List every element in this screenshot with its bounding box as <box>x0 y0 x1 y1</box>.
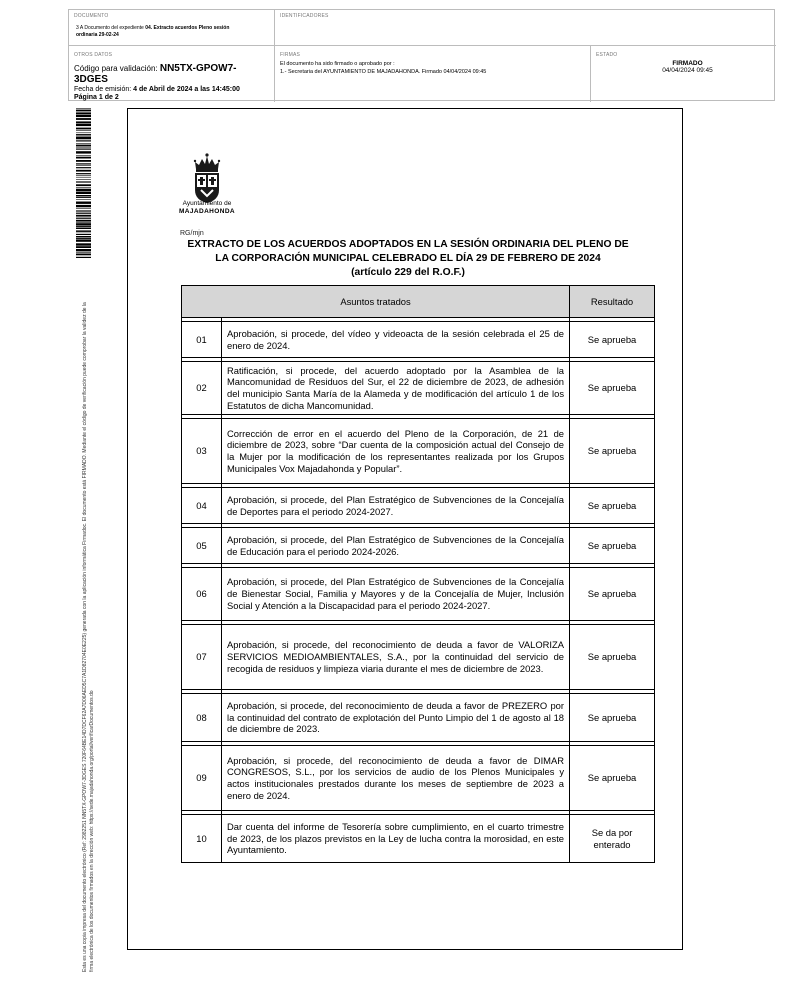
row-number: 05 <box>182 528 222 564</box>
row-number: 06 <box>182 568 222 621</box>
emission-prefix: Fecha de emisión: <box>74 86 132 93</box>
row-result: Se aprueba <box>570 568 655 621</box>
title-line-3: (artículo 229 del R.O.F.) <box>351 267 465 278</box>
document-title <box>168 238 648 280</box>
row-description: Dar cuenta del informe de Tesorería sobre cumplimiento, en el cuarto trimestre de 2023, de los plazos previstos en la Ley de lucha contra la morosidad, en este Ayuntamiento. <box>222 815 570 863</box>
row-number: 08 <box>182 694 222 742</box>
row-number: 03 <box>182 419 222 484</box>
table-row <box>182 694 655 742</box>
documento-text-1: 3 A Documento del expediente <box>76 25 144 31</box>
row-description: Aprobación, si procede, del Plan Estratégico de Subvenciones de la Concejalía de Deportes para el periodo 2024-2027. <box>222 488 570 524</box>
firmas-cell <box>275 46 591 102</box>
page-indicator: Página 1 de 2 <box>74 94 119 101</box>
table-row <box>182 568 655 621</box>
otros-datos-label: OTROS DATOS <box>74 52 113 58</box>
verification-side-text: Esta es una copia impresa del documento electrónico (Ref: 2982251 NN5TX-GPOW7-3DGES 720F64BE14D7DCF62A7D06AED5C7A1D82704E0E225) generada con la aplicación informática Firmadoc. El documento está FIRMADO. Mediante el código de verificación puede comprobar la validez de la firma electrónica de los documentos firmados en la dirección web: https://sede.majadahonda.org/portal/verificarDocumentos.do <box>82 302 95 972</box>
title-line-1: EXTRACTO DE LOS ACUERDOS ADOPTADOS EN LA SESIÓN ORDINARIA DEL PLENO DE <box>187 239 629 250</box>
row-description: Corrección de error en el acuerdo del Pleno de la Corporación, de 21 de diciembre de 2023, sobre “Dar cuenta de la composición actual del Consejo de la Mujer por la modificación de los representantes realizada por los Grupos Municipales Vox Majadahonda y Popular”. <box>222 419 570 484</box>
row-number: 02 <box>182 362 222 415</box>
title-line-2: LA CORPORACIÓN MUNICIPAL CELEBRADO EL DÍA 29 DE FEBRERO DE 2024 <box>215 253 601 264</box>
header-resultado: Resultado <box>570 286 655 318</box>
logo-line-2: MAJADAHONDA <box>178 208 236 215</box>
row-number: 01 <box>182 322 222 358</box>
row-number: 04 <box>182 488 222 524</box>
barcode-icon <box>76 108 91 258</box>
table-row <box>182 815 655 863</box>
table-row <box>182 625 655 690</box>
row-number: 10 <box>182 815 222 863</box>
table-row <box>182 419 655 484</box>
row-description: Ratificación, si procede, del acuerdo adoptado por la Asamblea de la Mancomunidad de Residuos del Sur, el 22 de diciembre de 2023, de adhesión del municipio Santa María de la Alameda y de modificación del artículo 1 de los Estatutos de dicha Mancomunidad. <box>222 362 570 415</box>
identificadores-cell <box>275 10 776 46</box>
estado-label: ESTADO <box>596 52 618 58</box>
row-result: Se aprueba <box>570 625 655 690</box>
firmas-line-2: 1.- Secretaria del AYUNTAMIENTO DE MAJADAHONDA. Firmado 04/04/2024 09:45 <box>280 69 487 75</box>
row-result: Se da por enterado <box>570 815 655 863</box>
row-description: Aprobación, si procede, del reconocimiento de deuda a favor de DIMAR CONGRESOS, S.L., por los servicios de audio de los Plenos Municipales y actos institucionales prestados durante los meses de septiembre de 2023 a enero de 2024. <box>222 746 570 811</box>
documento-name <box>76 25 269 39</box>
table-row <box>182 528 655 564</box>
row-result: Se aprueba <box>570 419 655 484</box>
table-row <box>182 746 655 811</box>
identificadores-label: IDENTIFICADORES <box>280 13 329 19</box>
table-header-row <box>182 286 655 318</box>
emission-line <box>74 86 269 93</box>
validation-code: NN5TX-GPOW7-3DGES <box>74 63 237 85</box>
documento-label: DOCUMENTO <box>74 13 109 19</box>
table-row <box>182 322 655 358</box>
table-row <box>182 488 655 524</box>
firmas-label: FIRMAS <box>280 52 301 58</box>
estado-value-block <box>604 60 771 74</box>
header-asuntos: Asuntos tratados <box>182 286 570 318</box>
row-result: Se aprueba <box>570 528 655 564</box>
firmas-line-1: El documento ha sido firmado o aprobado por : <box>280 61 395 67</box>
document-header <box>68 9 775 101</box>
estado-cell <box>591 46 776 102</box>
row-number: 09 <box>182 746 222 811</box>
row-description: Aprobación, si procede, del Plan Estratégico de Subvenciones de la Concejalía de Educación para el periodo 2024-2026. <box>222 528 570 564</box>
estado-date: 04/04/2024 09:45 <box>662 67 713 74</box>
row-number: 07 <box>182 625 222 690</box>
emission-value: 4 de Abril de 2024 a las 14:45:00 <box>133 86 240 93</box>
row-description: Aprobación, si procede, del reconocimiento de deuda a favor de VALORIZA SERVICIOS MEDIOAMBIENTALES, S.A., por la continuidad del servicio de recogida de residuos y limpieza viaria durante el mes de diciembre de 2023. <box>222 625 570 690</box>
row-result: Se aprueba <box>570 322 655 358</box>
row-description: Aprobación, si procede, del Plan Estratégico de Subvenciones de la Concejalía de Bienestar Social, Familia y Mayores y de la Concejalía de Mujer, Inclusión Social y Atención a la Discapacidad para el periodo 2024-2027. <box>222 568 570 621</box>
row-description: Aprobación, si procede, del reconocimiento de deuda a favor de PREZERO por la continuidad del contrato de explotación del Punto Limpio del 1 de agosto al 18 de diciembre de 2023. <box>222 694 570 742</box>
documento-text-2: 04. Extracto acuerdos Pleno sesión <box>145 25 230 31</box>
logo-line-1: Ayuntamiento de <box>182 200 232 207</box>
table-row <box>182 362 655 415</box>
documento-cell <box>69 10 275 46</box>
row-description: Aprobación, si procede, del vídeo y videoacta de la sesión celebrada el 25 de enero de 2024. <box>222 322 570 358</box>
reference-initials: RG/mjn <box>180 230 204 237</box>
row-result: Se aprueba <box>570 694 655 742</box>
row-result: Se aprueba <box>570 362 655 415</box>
estado-status: FIRMADO <box>672 60 703 67</box>
validation-prefix: Código para validación: <box>74 64 158 73</box>
documento-text-3: ordinaria 29-02-24 <box>76 32 119 38</box>
row-result: Se aprueba <box>570 488 655 524</box>
validation-line <box>74 63 269 85</box>
row-result: Se aprueba <box>570 746 655 811</box>
otros-datos-cell <box>69 46 275 102</box>
agreements-table <box>181 285 655 863</box>
logo-caption <box>172 200 242 216</box>
firmas-text <box>280 60 585 76</box>
